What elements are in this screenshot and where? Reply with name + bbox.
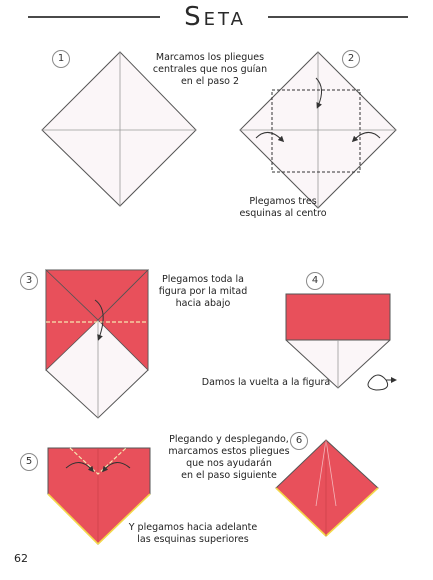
caption-line: centrales que nos guían bbox=[152, 64, 268, 75]
caption-line: Marcamos los pliegues bbox=[155, 52, 265, 63]
step-number-2: 2 bbox=[342, 50, 360, 68]
caption-line: Plegamos toda la bbox=[162, 274, 244, 285]
caption-line: hacia abajo bbox=[175, 298, 231, 309]
step-number-4: 4 bbox=[306, 272, 324, 290]
caption-line: Damos la vuelta a la figura bbox=[201, 377, 331, 388]
step-number-6: 6 bbox=[290, 432, 308, 450]
step-4-caption bbox=[186, 377, 346, 389]
step-4-diagram bbox=[286, 294, 394, 390]
step-3-caption bbox=[148, 274, 258, 310]
caption-line: figura por la mitad bbox=[158, 286, 248, 297]
caption-line: esquinas al centro bbox=[239, 208, 327, 219]
step-number-1: 1 bbox=[52, 50, 70, 68]
caption-line: Y plegamos hacia adelante bbox=[128, 522, 258, 533]
caption-line: marcamos estos pliegues bbox=[168, 446, 290, 457]
caption-line: Plegamos tres bbox=[249, 196, 317, 207]
step-5-caption bbox=[118, 522, 268, 546]
caption-line: las esquinas superiores bbox=[137, 534, 249, 545]
step-3-diagram bbox=[46, 270, 148, 418]
step-number-3: 3 bbox=[20, 272, 38, 290]
step-2-caption bbox=[218, 196, 348, 220]
step-1-caption bbox=[140, 52, 280, 88]
caption-line: Plegando y desplegando, bbox=[169, 434, 289, 445]
caption-line: que nos ayudarán bbox=[186, 458, 272, 469]
page-title: Seta bbox=[184, 2, 246, 32]
page-number: 62 bbox=[14, 552, 28, 565]
step-6-caption bbox=[164, 434, 294, 482]
caption-line: en el paso siguiente bbox=[181, 470, 277, 481]
step-number-5: 5 bbox=[20, 453, 38, 471]
caption-line: en el paso 2 bbox=[180, 76, 240, 87]
